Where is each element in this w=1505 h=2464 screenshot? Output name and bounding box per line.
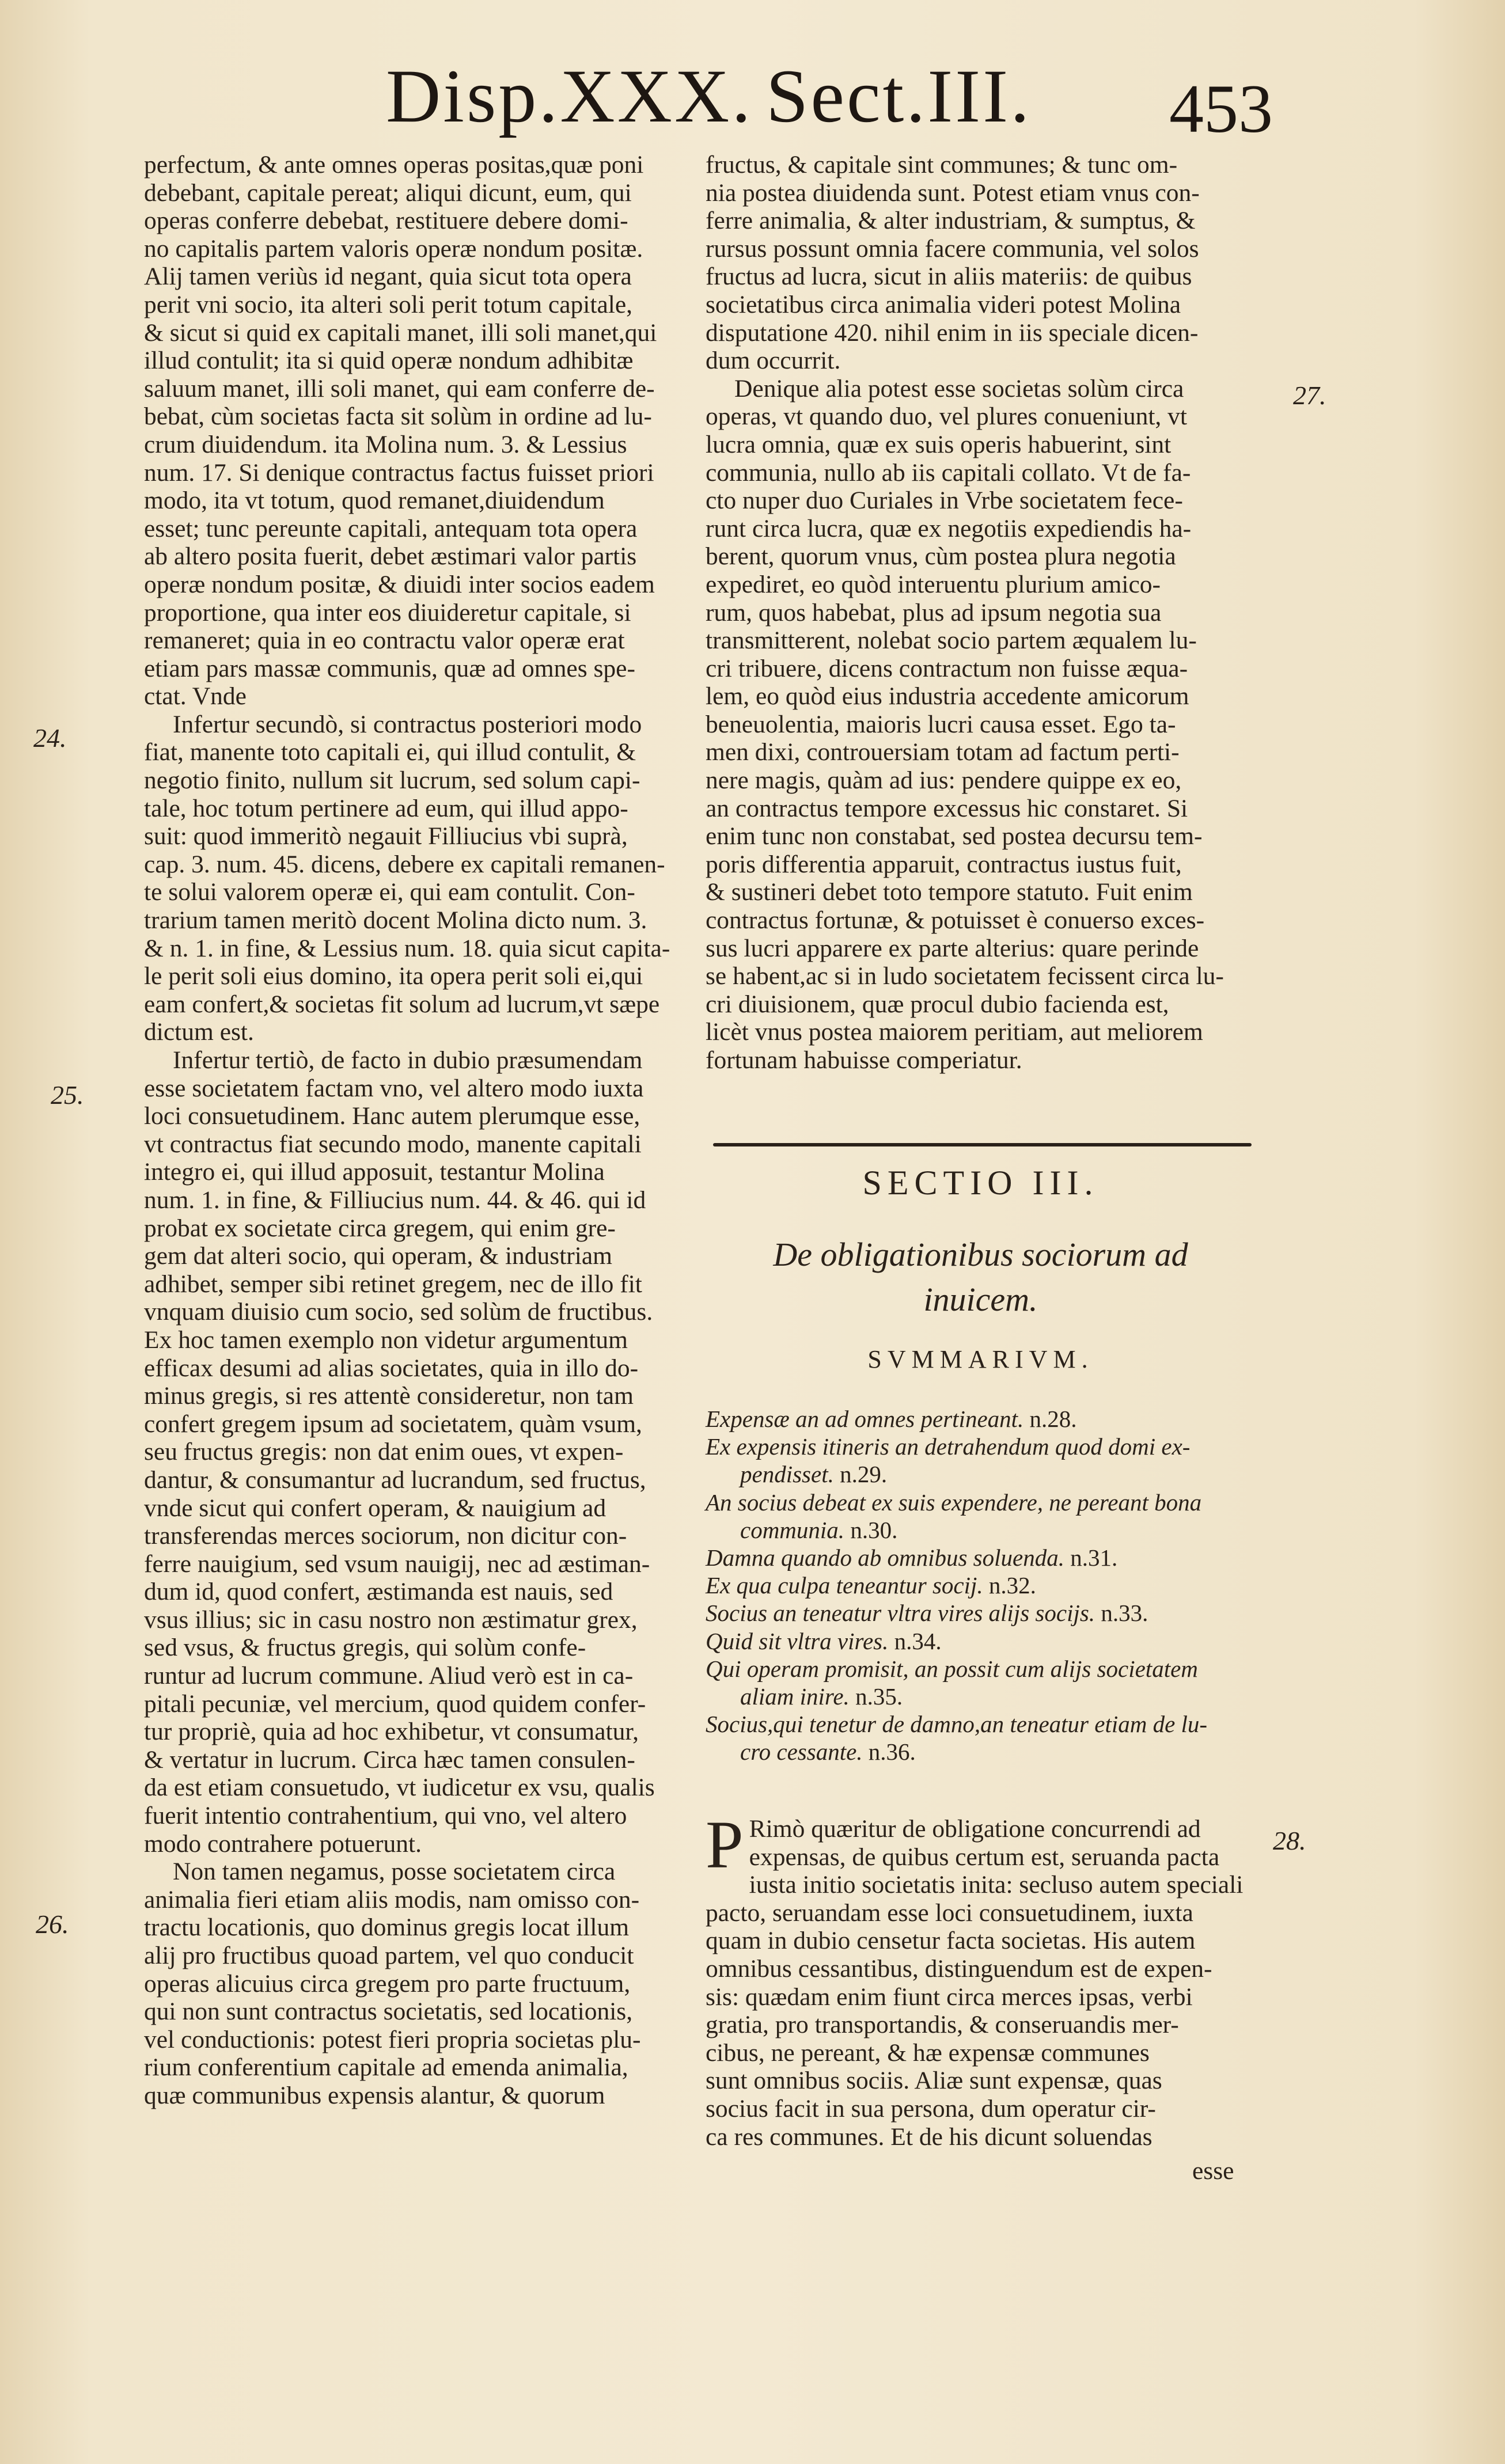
summary-item <box>706 1599 1256 1627</box>
text-line: expediret, eo quòd interuentu plurium amico- <box>706 570 1161 598</box>
text-line: tur propriè, quia ad hoc exhibetur, vt consumatur, <box>144 1718 639 1746</box>
text-line: beneuolentia, maioris lucri causa esset. Ego ta- <box>706 710 1176 738</box>
text-line: men dixi, controuersiam totam ad factum perti- <box>706 738 1180 766</box>
text-line: quæ communibus expensis alantur, & quorum <box>144 2081 605 2109</box>
text-line: fuerit intentio contrahentium, qui vno, vel altero <box>144 1802 627 1830</box>
text-line: communia, nullo ab iis capitali collato. Vt de fa- <box>706 458 1191 487</box>
summary-item <box>706 1489 1256 1516</box>
text-line: dum occurrit. <box>706 347 841 375</box>
text-line: rursus possunt omnia facere communia, vel solos <box>706 234 1199 263</box>
text-line: runtur ad lucrum commune. Aliud verò est in ca- <box>144 1662 634 1690</box>
text-line: fructus ad lucra, sicut in aliis materiis: de quibus <box>706 263 1192 291</box>
text-line: operæ nondum positæ, & diuidi inter socios eadem <box>144 570 655 598</box>
summary-item-ref: n.28. <box>1029 1406 1077 1432</box>
text-line: debebant, capitale pereat; aliqui dicunt, eum, qui <box>144 179 632 207</box>
text-line: integro ei, qui illud apposuit, testantur Molina <box>144 1158 605 1186</box>
text-line: fructus, & capitale sint communes; & tunc om- <box>706 151 1178 179</box>
text-line: cap. 3. num. 45. dicens, debere ex capitali remanen- <box>144 850 665 878</box>
summary-item-ref: n.30. <box>850 1516 898 1543</box>
summary-item-text: pendisset. <box>740 1461 840 1488</box>
text-line: esset; tunc pereunte capitali, antequam tota opera <box>144 514 638 542</box>
text-line: negotio finito, nullum sit lucrum, sed solum capi- <box>144 766 640 795</box>
text-line: vel conductionis: potest fieri propria societas plu- <box>144 2025 641 2053</box>
summary-title: SVMMARIVM. <box>867 1345 1094 1373</box>
text-line: contractus fortunæ, & potuisset è conuerso exces- <box>706 906 1205 935</box>
text-line: Denique alia potest esse societas solùm circa <box>734 374 1184 403</box>
text-line: saluum manet, illi soli manet, qui eam conferre de- <box>144 374 655 403</box>
text-line: confert gregem ipsum ad societatem, quàm vsum, <box>144 1410 642 1438</box>
drop-capital: P <box>706 1807 744 1882</box>
text-line: cri diuisionem, quæ procul dubio facienda est, <box>706 990 1169 1018</box>
text-line: le perit soli eius domino, ita opera perit soli ei,qui <box>144 962 643 990</box>
text-line: nia postea diuidenda sunt. Potest etiam vnus con- <box>706 179 1200 207</box>
text-line: fiat, manente toto capitali ei, qui illud contulit, & <box>144 738 636 766</box>
text-line: dictum est. <box>144 1018 254 1046</box>
summary-item-text: Socius,qui tenetur de damno,an teneatur etiam de lu- <box>706 1711 1208 1738</box>
catchword: esse <box>1192 2157 1234 2185</box>
text-line: qui non sunt contractus societatis, sed locationis, <box>144 1998 633 2026</box>
summary-item-ref: n.32. <box>988 1572 1036 1599</box>
text-line: crum diuidendum. ita Molina num. 3. & Lessius <box>144 430 627 458</box>
summary-item-text: cro cessante. <box>740 1738 869 1766</box>
text-line: pitali pecuniæ, vel mercium, quod quidem confer- <box>144 1690 646 1718</box>
text-line: gem dat alteri socio, qui operam, & industriam <box>144 1242 613 1270</box>
text-line: cri tribuere, dicens contractum non fuisse æqua- <box>706 654 1188 682</box>
text-line: licèt vnus postea maiorem peritiam, aut meliorem <box>706 1018 1203 1046</box>
summary-item <box>706 1460 1256 1488</box>
text-line: disputatione 420. nihil enim in iis speciale dicen- <box>706 318 1199 347</box>
summary-item <box>706 1683 1256 1710</box>
text-line: gratia, pro transportandis, & conseruandis mer- <box>706 2011 1179 2039</box>
text-line: lem, eo quòd eius industria accedente amicorum <box>706 682 1189 711</box>
text-line: minus gregis, si res attentè consideretur, non tam <box>144 1382 634 1410</box>
text-line: transferendas merces sociorum, non dicitur con- <box>144 1522 627 1550</box>
text-line: se habent,ac si in ludo societatem fecissent circa lu- <box>706 962 1224 990</box>
summary-item-ref: n.36. <box>868 1738 916 1766</box>
text-line: seu fructus gregis: non dat enim oues, vt expen- <box>144 1438 624 1466</box>
text-line: dantur, & consumantur ad lucrandum, sed fructus, <box>144 1466 646 1494</box>
text-line: operas conferre debebat, restituere debere domi- <box>144 207 628 235</box>
summary-item <box>706 1655 1256 1683</box>
summary-item-text: communia. <box>740 1516 851 1543</box>
text-line: animalia fieri etiam aliis modis, nam omisso con- <box>144 1885 640 1914</box>
text-line: societatibus circa animalia videri potest Molina <box>706 290 1181 318</box>
text-line: omnibus cessantibus, distinguendum est de expen- <box>706 1954 1212 1983</box>
text-line: tractu locationis, quo dominus gregis locat illum <box>144 1914 630 1942</box>
text-line: quam in dubio censetur facta societas. His autem <box>706 1927 1196 1955</box>
summary-item <box>706 1710 1256 1738</box>
text-line: te solui valorem operæ ei, qui eam contulit. Con- <box>144 878 635 906</box>
summary-item-ref: n.29. <box>840 1461 888 1488</box>
text-line: poris differentia apparuit, contractus iustus fuit, <box>706 850 1182 878</box>
text-line: runt circa lucra, quæ ex negotiis expediendis ha- <box>706 514 1192 542</box>
paragraph-26 <box>144 1858 674 2109</box>
paragraph-27 <box>706 375 1256 1075</box>
summary-item-ref: n.34. <box>894 1627 942 1654</box>
summary-item-text: aliam inire. <box>740 1683 856 1710</box>
text-line: Infertur tertiò, de facto in dubio præsumendam <box>173 1046 643 1074</box>
left-column <box>144 151 674 2110</box>
text-line: bebat, cùm societas facta sit solùm in ordine ad lu- <box>144 403 652 431</box>
text-line: proportione, qua inter eos diuideretur capitale, si <box>144 598 631 627</box>
text-line: transmitterent, nolebat socio partem æqualem lu- <box>706 627 1197 655</box>
summary-item <box>706 1544 1256 1571</box>
text-line: lucra omnia, quæ ex suis operis habuerint, sint <box>706 430 1172 458</box>
summary-item-text: Socius an teneatur vltra vires alijs socijs. <box>706 1600 1101 1627</box>
text-line: num. 1. in fine, & Filliucius num. 44. & 46. qui id <box>144 1186 646 1214</box>
text-line: etiam pars massæ communis, quæ ad omnes spe- <box>144 654 635 682</box>
text-line: enim tunc non constabat, sed postea decursu tem- <box>706 822 1203 851</box>
text-line: pacto, seruandam esse loci consuetudinem, iuxta <box>706 1899 1193 1927</box>
text-line: sunt omnibus sociis. Aliæ sunt expensæ, quas <box>706 2067 1162 2095</box>
text-line: fortunam habuisse comperiatur. <box>706 1046 1022 1074</box>
text-line: eam confert,& societas fit solum ad lucrum,vt sæpe <box>144 990 660 1018</box>
text-line: an contractus tempore excessus hic constaret. Si <box>706 794 1188 822</box>
text-line: ctat. Vnde <box>144 682 247 711</box>
text-line: no capitalis partem valoris operæ nondum positæ. <box>144 234 643 263</box>
summary-list <box>706 1405 1256 1766</box>
text-line: Rimò quæritur de obligatione concurrendi ad <box>749 1815 1201 1843</box>
right-opening-text <box>706 151 1256 375</box>
text-line: vnde sicut qui confert operam, & nauigium ad <box>144 1494 606 1522</box>
summary-item-text: Quid sit vltra vires. <box>706 1627 894 1654</box>
text-line: vsus illius; sic in casu nostro non æstimatur grex, <box>144 1605 638 1634</box>
right-column <box>706 151 1256 1075</box>
text-line: efficax desumi ad alias societates, quia in illo do- <box>144 1354 639 1382</box>
text-line: operas, vt quando duo, vel plures conueniunt, vt <box>706 403 1187 431</box>
paragraph-28 <box>706 1807 1256 2151</box>
page-number: 453 <box>1169 70 1273 147</box>
text-line: & sicut si quid ex capitali manet, illi soli manet,qui <box>144 318 657 347</box>
paragraph-24 <box>144 711 674 1046</box>
text-line: sed vsus, & fructus gregis, qui solùm confe- <box>144 1634 586 1662</box>
text-line: operas alicuius circa gregem pro parte fructuum, <box>144 1969 631 1998</box>
running-head-left: Disp.XXX. <box>386 54 753 138</box>
summary-item <box>706 1738 1256 1766</box>
text-line: expensas, de quibus certum est, seruanda pacta <box>749 1843 1220 1871</box>
summary-item-text: Qui operam promisit, an possit cum alijs societatem <box>706 1655 1198 1682</box>
summary-item <box>706 1405 1256 1433</box>
summary-item <box>706 1571 1256 1599</box>
summary-item-ref: n.31. <box>1070 1544 1118 1571</box>
summary-item-text: Ex qua culpa teneantur socij. <box>706 1572 989 1599</box>
text-line: dum id, quod confert, æstimanda est nauis, sed <box>144 1578 613 1606</box>
text-line: ferre animalia, & alter industriam, & sumptus, & <box>706 207 1196 235</box>
summary-item-ref: n.33. <box>1101 1600 1148 1627</box>
text-line: remaneret; quia in eo contractu valor operæ erat <box>144 627 625 655</box>
text-line: tale, hoc totum pertinere ad eum, qui illud appo- <box>144 794 628 822</box>
text-line: suit: quod immeritò negauit Filliucius vbi suprà, <box>144 822 628 851</box>
summary-item <box>706 1516 1256 1544</box>
text-line: num. 17. Si denique contractus factus fuisset priori <box>144 458 654 487</box>
paragraph-25 <box>144 1046 674 1858</box>
text-line: ca res communes. Et de his dicunt soluendas <box>706 2123 1153 2151</box>
text-line: vnquam diuisio cum socio, sed solùm de fructibus. <box>144 1298 653 1326</box>
text-line: sus lucri apparere ex parte alterius: quare perinde <box>706 934 1199 962</box>
text-line: probat ex societate circa gregem, qui enim gre- <box>144 1214 616 1242</box>
summary-item-text: Ex expensis itineris an detrahendum quod domi ex- <box>706 1433 1191 1460</box>
summary-item <box>706 1627 1256 1655</box>
text-line: Ex hoc tamen exemplo non videtur argumentum <box>144 1326 628 1354</box>
left-opening-text <box>144 151 674 711</box>
text-line: esse societatem factam vno, vel altero modo iuxta <box>144 1074 644 1102</box>
text-line: modo, ita vt totum, quod remanet,diuidendum <box>144 487 605 515</box>
text-line: loci consuetudinem. Hanc autem plerumque esse, <box>144 1102 640 1130</box>
summary-item-ref: n.35. <box>855 1683 903 1710</box>
section-subtitle-line-2: inuicem. <box>923 1281 1038 1318</box>
text-line: ferre nauigium, sed vsum nauigij, nec ad æstiman- <box>144 1550 650 1578</box>
text-line: rium conferentium capitale ad emenda animalia, <box>144 2053 628 2082</box>
summary-item-text: Damna quando ab omnibus soluenda. <box>706 1544 1071 1571</box>
text-line: berent, quorum vnus, cùm postea plura negotia <box>706 542 1176 571</box>
text-line: Alij tamen veriùs id negant, quia sicut tota opera <box>144 263 632 291</box>
margin-number-27: 27. <box>1293 381 1326 410</box>
text-line: alij pro fructibus quoad partem, vel quo conducit <box>144 1942 634 1969</box>
section-title: SECTIO III. <box>862 1164 1099 1202</box>
text-line: trarium tamen meritò docent Molina dicto num. 3. <box>144 906 647 935</box>
text-line: nere magis, quàm ad ius: pendere quippe ex eo, <box>706 766 1182 795</box>
text-line: Non tamen negamus, posse societatem circa <box>173 1858 616 1886</box>
text-line: modo contrahere potuerunt. <box>144 1829 422 1858</box>
text-line: cto nuper duo Curiales in Vrbe societatem fece- <box>706 487 1183 515</box>
running-head-right: Sect.III. <box>766 54 1032 138</box>
margin-number-28: 28. <box>1273 1826 1306 1855</box>
text-line: socius facit in sua persona, dum operatur cir- <box>706 2094 1156 2123</box>
text-line: Infertur secundò, si contractus posteriori modo <box>173 710 642 738</box>
section-subtitle-line-1: De obligationibus sociorum ad <box>773 1236 1188 1273</box>
margin-number-25: 25. <box>51 1080 84 1110</box>
text-line: & sustineri debet toto tempore statuto. Fuit enim <box>706 878 1193 906</box>
section-divider-rule <box>713 1143 1252 1146</box>
text-line: rum, quos habebat, plus ad ipsum negotia sua <box>706 598 1162 627</box>
text-line: & vertatur in lucrum. Circa hæc tamen consulen- <box>144 1745 635 1774</box>
margin-number-26: 26. <box>36 1909 69 1939</box>
text-line: iusta initio societatis inita: secluso autem speciali <box>749 1871 1244 1899</box>
margin-number-24: 24. <box>33 723 67 753</box>
text-line: da est etiam consuetudo, vt iudicetur ex vsu, qualis <box>144 1774 655 1802</box>
text-line: perfectum, & ante omnes operas positas,quæ poni <box>144 151 644 179</box>
section-subtitle <box>706 1232 1256 1322</box>
text-line: & n. 1. in fine, & Lessius num. 18. quia sicut capita- <box>144 934 670 962</box>
text-line: cibus, ne pereant, & hæ expensæ communes <box>706 2038 1150 2067</box>
text-line: illud contulit; ita si quid operæ nondum adhibitæ <box>144 347 634 375</box>
text-line: perit vni socio, ita alteri soli perit totum capitale, <box>144 290 633 318</box>
summary-item-text: An socius debeat ex suis expendere, ne pereant bona <box>706 1489 1202 1516</box>
summary-item <box>706 1433 1256 1460</box>
summary-item-text: Expensæ an ad omnes pertineant. <box>706 1406 1030 1432</box>
text-line: adhibet, semper sibi retinet gregem, nec de illo fit <box>144 1270 642 1298</box>
text-line: ab altero posita fuerit, debet æstimari valor partis <box>144 542 637 571</box>
text-line: sis: quædam enim fiunt circa merces ipsas, verbi <box>706 1983 1193 2011</box>
text-line: vt contractus fiat secundo modo, manente capitali <box>144 1130 642 1158</box>
